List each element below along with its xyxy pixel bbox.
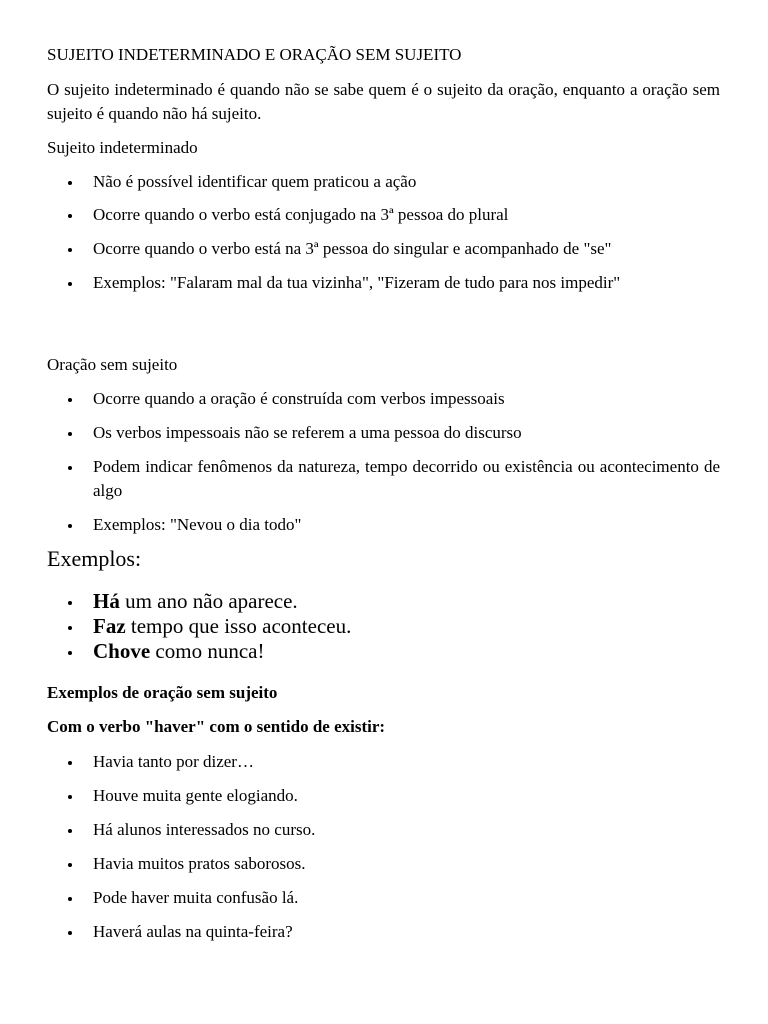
list-item: Os verbos impessoais não se referem a uma pessoa do discurso: [47, 421, 720, 445]
list-item: Exemplos: "Nevou o dia todo": [47, 513, 720, 537]
bullet-icon: [68, 524, 72, 528]
bullet-icon: [68, 398, 72, 402]
bullet-icon: [68, 432, 72, 436]
bullet-icon: [68, 248, 72, 252]
bullet-icon: [68, 931, 72, 935]
example-verb: Chove: [93, 639, 151, 663]
list-item: Não é possível identificar quem praticou a ação: [47, 170, 720, 194]
page-title: SUJEITO INDETERMINADO E ORAÇÃO SEM SUJEITO: [47, 45, 462, 64]
example-rest: como nunca!: [150, 639, 265, 663]
example-rest: um ano não aparece.: [119, 589, 298, 613]
list-item: Há alunos interessados no curso.: [47, 818, 720, 842]
list-item: Ocorre quando o verbo está na 3ª pessoa do singular e acompanhado de "se": [47, 237, 720, 261]
list-examples: [47, 589, 720, 664]
example-rest: tempo que isso aconteceu.: [125, 614, 352, 638]
list-haver-examples: [47, 750, 720, 944]
examples-heading: Exemplos:: [47, 546, 142, 571]
bullet-icon: [68, 626, 72, 630]
list-oracao-sem-sujeito: [47, 387, 720, 537]
section-heading-sujeito-indeterminado: Sujeito indeterminado: [47, 138, 198, 157]
bullet-icon: [68, 601, 72, 605]
intro-paragraph: O sujeito indeterminado é quando não se sabe quem é o sujeito da oração, enquanto a oração sem sujeito é quando não há sujeito.: [47, 80, 720, 123]
list-item: Havia muitos pratos saborosos.: [47, 852, 720, 876]
bullet-icon: [68, 795, 72, 799]
bullet-icon: [68, 181, 72, 185]
bullet-icon: [68, 651, 72, 655]
bullet-icon: [68, 282, 72, 286]
list-item: Ocorre quando o verbo está conjugado na 3ª pessoa do plural: [47, 203, 720, 227]
section-heading-oracao-sem-sujeito: Oração sem sujeito: [47, 355, 178, 374]
example-verb: Há: [93, 589, 120, 613]
list-item: Pode haver muita confusão lá.: [47, 886, 720, 910]
list-sujeito-indeterminado: [47, 170, 720, 295]
bullet-icon: [68, 863, 72, 867]
list-item: Exemplos: "Falaram mal da tua vizinha", "Fizeram de tudo para nos impedir": [47, 271, 720, 295]
list-item: Podem indicar fenômenos da natureza, tempo decorrido ou existência ou acontecimento de algo: [47, 455, 720, 503]
list-item: Haverá aulas na quinta-feira?: [47, 920, 720, 944]
list-item: [47, 589, 720, 614]
section-subheading-haver: Com o verbo "haver" com o sentido de existir:: [47, 717, 386, 736]
list-item: [47, 639, 720, 664]
bullet-icon: [68, 897, 72, 901]
example-verb: Faz: [93, 614, 126, 638]
bullet-icon: [68, 466, 72, 470]
section-heading-exemplos-oracao: Exemplos de oração sem sujeito: [47, 683, 278, 702]
bullet-icon: [68, 214, 72, 218]
list-item: [47, 614, 720, 639]
list-item: Houve muita gente elogiando.: [47, 784, 720, 808]
list-item: Ocorre quando a oração é construída com verbos impessoais: [47, 387, 720, 411]
bullet-icon: [68, 829, 72, 833]
list-item: Havia tanto por dizer…: [47, 750, 720, 774]
bullet-icon: [68, 761, 72, 765]
